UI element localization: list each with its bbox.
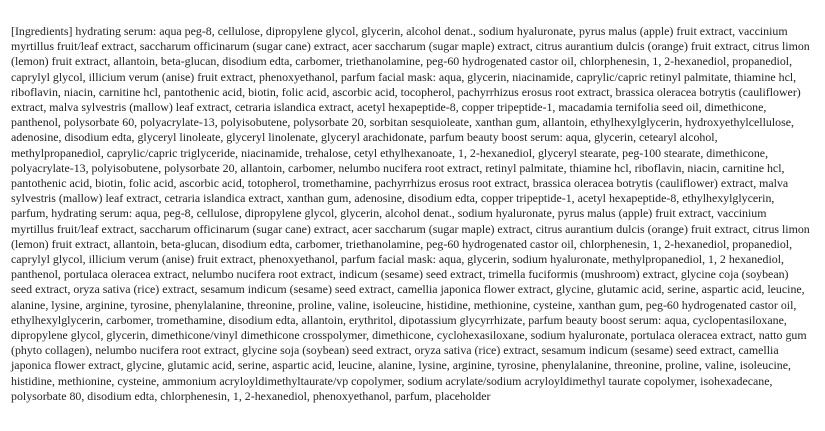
ingredients-paragraph: [Ingredients] hydrating serum: aqua peg-8, cellulose, dipropylene glycol, glycerin, alcohol denat., sodium hyaluronate, pyrus malus (apple) fruit extract, vaccinium myrtillus fruit/leaf extract, saccharum officinarum (sugar cane) extract, acer saccharum (sugar maple) extract, citrus aurantium dulcis (orange) fruit extract, citrus limon (lemon) fruit extract, allantoin, beta-glucan, disodium edta, carbomer, triethanolamine, peg-60 hydrogenated castor oil, chlorphenesin, 1, 2-hexanediol, propanediol, caprylyl glycol, illicium verum (anise) fruit extract, phenoxyethanol, parfum facial mask: aqua, glycerin, niacinamide, caprylic/capric retinyl palmitate, thiamine hcl, riboflavin, niacin, carnitine hcl, pantothenic acid, biotin, folic acid, ascorbic acid, tocopherol, pachyrrhizus erosus root extract, brassica oleracea botrytis (cauliflower) extract, malva sylvestris (mallow) leaf extract, cetraria islandica extract, acetyl hexapeptide-8, copper tripeptide-1, macadamia ternifolia seed oil, dimethicone, panthenol, polysorbate 60, polyacrylate-13, polyisobutene, polysorbate 20, sorbitan sesquioleate, xanthan gum, allantoin, ethylhexylglycerin, hydroxyethylcellulose, adenosine, disodium edta, glyceryl linoleate, glyceryl linolenate, glyceryl arachidonate, parfum beauty boost serum: aqua, glycerin, cetearyl alcohol, methylpropanediol, caprylic/capric triglyceride, niacinamide, trehalose, cetyl ethylhexanoate, 1, 2-hexanediol, glyceryl stearate, peg-100 stearate, dimethicone, polyacrylate-13, polyisobutene, polysorbate 20, allantoin, carbomer, nelumbo nucifera root extract, retinyl palmitate, thiamine hcl, riboflavin, niacin, carnitine hcl, pantothenic acid, biotin, folic acid, ascorbic acid, totopherol, tromethamine, pachyrrhizus erosus root extract, brassica oleracea botrytis (cauliflower) extract, malva sylvestris (mallow) leaf extract, cetraria islandica extract, xanthan gum, adenosine, disodium edta, copper tripeptide-1, acetyl hexapeptide-8, ethylhexylglycerin, parfum, hydrating serum: aqua, peg-8, cellulose, dipropylene glycol, glycerin, alcohol denat., sodium hyaluronate, pyrus malus (apple) fruit extract, vaccinium myrtillus fruit/leaf extract, saccharum officinarum (sugar cane) extract, acer saccharum (sugar maple) extract, citrus aurantium dulcis (orange) fruit extract, citrus limon (lemon) fruit extract, allantoin, beta-glucan, disodium edta, carbomer, triethanolamine, peg-60 hydrogenated castor oil, chlorphenesin, 1, 2-hexanediol, propanediol, caprylyl glycol, illicium verum (anise) fruit extract, phenoxyethanol, parfum facial mask: aqua, glycerin, sodium hyaluronate, methylpropanediol, 1, 2 hexanediol, panthenol, portulaca oleracea extract, nelumbo nucifera root extract, indicum (sesame) seed extract, trimella fuciformis (mushroom) extract, glycine coja (soybean) seed extract, oryza sativa (rice) extract, sesamum indicum (sesame) seed extract, camellia japonica flower extract, glycine, glutamic acid, serine, aspartic acid, leucine, alanine, lysine, arginine, tyrosine, phenylalanine, threonine, proline, valine, isoleucine, histidine, methionine, cysteine, xanthan gum, peg-60 hydrogenated castor oil, ethylhexylglycerin, carbomer, tromethamine, disodium edta, allantoin, erythritol, dipotassium glycyrrhizate, parfum beauty boost serum: aqua, cyclopentasiloxane, dipropylene glycol, glycerin, dimethicone/vinyl dimethicone crosspolymer, dimethicone, cyclohexasiloxane, sodium hyaluronate, portulaca oleracea extract, natto gum (phyto collagen), nelumbo nucifera root extract, glycine soja (soybean) seed extract, oryza sativa (rice) extract, sesamum indicum (sesame) seed extract, camellia japonica flower extract, glycine, glutamic acid, serine, aspartic acid, leucine, alanine, lysine, arginine, tyrosine, phenylalanine, threonine, proline, valine, isoleucine, histidine, methionine, cysteine, ammonium acryloyldimethyltaurate/vp copolymer, sodium acrylate/sodium acryloyldimethyl taurate copolymer, isohexadecane, polysorbate 80, disodium edta, chlorphenesin, 1, 2-hexanediol, phenoxyethanol, parfum, placeholder [11, 24, 810, 403]
